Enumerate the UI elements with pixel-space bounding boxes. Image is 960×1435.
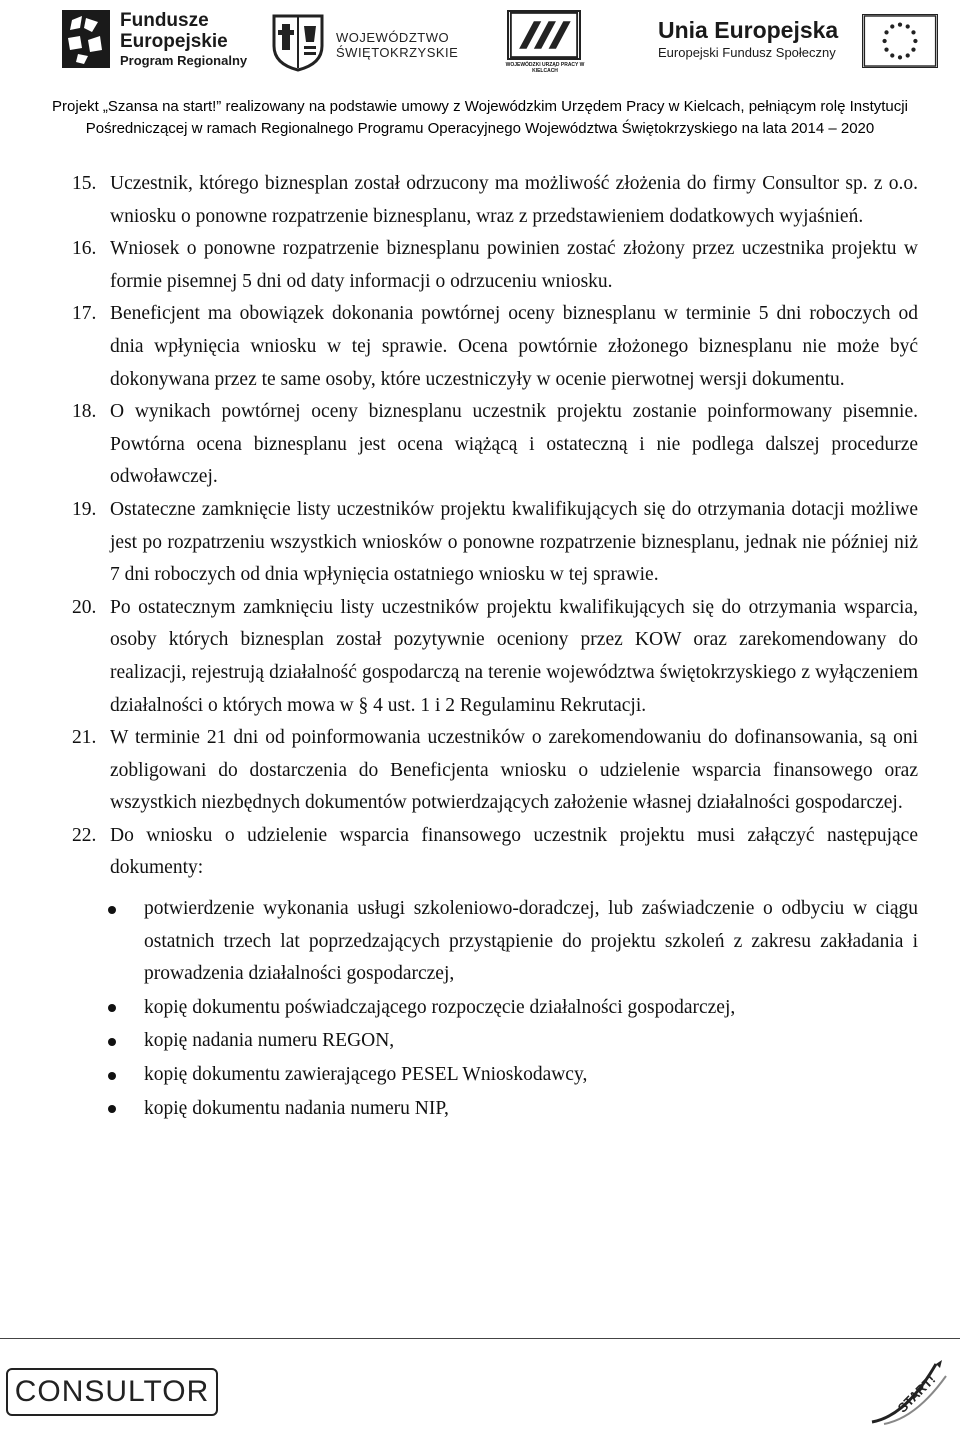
consultor-logo-text: CONSULTOR bbox=[14, 1375, 210, 1408]
bullet-item bbox=[72, 1059, 918, 1092]
item-number: 18. bbox=[72, 401, 97, 423]
start-logo-text: START! bbox=[894, 1371, 939, 1416]
list-item bbox=[72, 722, 918, 820]
bullet-icon bbox=[72, 1025, 144, 1058]
wup-mark-icon bbox=[507, 10, 581, 60]
bullet-text: potwierdzenie wykonania usługi szkoleniowo-doradczej, lub zaświadczenie o odbyciu w ciągu ostatnich trzech lat poprzedzających przystąpienie do projektu szkoleń z zakresu zakładania i prowadzenia działalności gospodarczej, bbox=[144, 898, 918, 985]
fundusze-europejskie-mark-icon bbox=[58, 6, 114, 72]
list-item bbox=[72, 298, 918, 396]
item-number: 15. bbox=[72, 173, 97, 194]
coat-of-arms-icon bbox=[270, 12, 326, 72]
item-text: Uczestnik, którego biznesplan został odrzucony ma możliwość złożenia do firmy Consultor sp. z o.o. wniosku o ponowne rozpatrzenie biznesplanu, wraz z przedstawieniem dodatkowych wyjaśnień. bbox=[110, 173, 918, 227]
item-number: 20. bbox=[72, 596, 97, 618]
list-item bbox=[72, 820, 918, 885]
eu-flag-icon bbox=[862, 14, 938, 68]
item-text: Beneficjent ma obowiązek dokonania powtórnej oceny biznesplanu w terminie 5 dni roboczych od dnia wpłynięcia wniosku w tej sprawie. Ocena powtórnie złożonego biznesplanu nie może być dokonywana przez te same osoby, które uczestniczyły w ocenie pierwotnej wersji dokumentu. bbox=[110, 303, 918, 390]
document-list bbox=[72, 893, 918, 1125]
bullet-icon bbox=[72, 1093, 144, 1126]
unia-europejska-logo bbox=[658, 14, 948, 74]
fe-line3: Program Regionalny bbox=[120, 53, 248, 68]
item-number: 21. bbox=[72, 727, 97, 749]
wojewodztwo-logo bbox=[270, 12, 460, 72]
region-line2: ŚWIĘTOKRZYSKIE bbox=[336, 45, 459, 60]
eu-line2: Europejski Fundusz Społeczny bbox=[658, 45, 836, 60]
list-item bbox=[72, 396, 918, 494]
list-item bbox=[72, 494, 918, 592]
project-info bbox=[0, 96, 960, 140]
project-info-line2: Pośredniczącej w ramach Regionalnego Programu Operacyjnego Województwa Świętokrzyskiego na lata 2014 – 2020 bbox=[85, 120, 875, 137]
regulation-content bbox=[72, 168, 918, 1126]
list-item bbox=[72, 592, 918, 722]
item-text: Wniosek o ponowne rozpatrzenie biznesplanu powinien zostać złożony przez uczestnika projektu w formie pisemnej 5 dni od daty informacji o odrzuceniu wniosku. bbox=[110, 238, 918, 292]
item-number: 16. bbox=[72, 238, 97, 260]
bullet-text: kopię nadania numeru REGON, bbox=[144, 1030, 395, 1052]
bullet-icon bbox=[72, 992, 144, 1025]
bullet-icon bbox=[72, 893, 144, 991]
item-text: Po ostatecznym zamknięciu listy uczestników projektu kwalifikujących się do otrzymania wsparcia, osoby których biznesplan został pozytywnie oceniony przez KOW oraz zarekomendowany do realizacji, rejestrują działalność gospodarczą na terenie województwa świętokrzyskiego z wyłączeniem działalności o których mowa w § 4 ust. 1 i 2 Regulaminu Rekrutacji. bbox=[110, 596, 918, 716]
item-text: W terminie 21 dni od poinformowania uczestników o zarekomendowaniu do dofinansowania, są oni zobligowani do dostarczenia do Beneficjenta wniosku o udzielenie wsparcia finansowego oraz wszystkich niezbędnych dokumentów potwierdzających założenie własnej działalności gospodarczej. bbox=[110, 727, 918, 814]
item-number: 17. bbox=[72, 303, 97, 325]
item-text: O wynikach powtórnej oceny biznesplanu uczestnik projektu zostanie poinformowany pisemnie. Powtórna ocena biznesplanu jest ocena wiążącą i ostateczną i nie podlega dalszej procedurze odwoławczej. bbox=[110, 401, 918, 488]
bullet-item bbox=[72, 1025, 918, 1058]
footer-divider bbox=[0, 1338, 960, 1339]
fundusze-europejskie-logo bbox=[58, 6, 248, 72]
bullet-icon bbox=[72, 1059, 144, 1092]
fe-line1: Fundusze bbox=[120, 10, 209, 31]
project-info-line1: Projekt „Szansa na start!” realizowany na podstawie umowy z Wojewódzkim Urzędem Pracy w Kielcach, pełniącym rolę Instytucji bbox=[52, 98, 908, 115]
bullet-item bbox=[72, 893, 918, 991]
bullet-text: kopię dokumentu nadania numeru NIP, bbox=[144, 1097, 449, 1119]
item-text: Ostateczne zamknięcie listy uczestników projektu kwalifikujących się do otrzymania dotacji możliwe jest po rozpatrzeniu wszystkich wniosków o ponowne rozpatrzenie biznesplanu, jednak nie później niż 7 dni roboczych od dnia wpłynięcia ostatniego wniosku w tej sprawie. bbox=[110, 498, 918, 586]
bullet-text: kopię dokumentu zawierającego PESEL Wnioskodawcy, bbox=[144, 1064, 588, 1086]
item-text: Do wniosku o udzielenie wsparcia finansowego uczestnik projektu musi załączyć następujące dokumenty: bbox=[110, 824, 918, 879]
fe-line2: Europejskie bbox=[120, 31, 228, 52]
list-item bbox=[72, 168, 918, 233]
item-number: 22. bbox=[72, 824, 97, 846]
header-logos bbox=[0, 0, 960, 92]
bullet-item bbox=[72, 992, 918, 1025]
eu-line1: Unia Europejska bbox=[658, 17, 839, 43]
bullet-item bbox=[72, 1093, 918, 1126]
wup-caption: WOJEWÓDZKI URZĄD PRACY W KIELCACH bbox=[505, 62, 585, 74]
item-number: 19. bbox=[72, 498, 97, 520]
wup-kielce-logo bbox=[507, 10, 587, 74]
bullet-text: kopię dokumentu poświadczającego rozpoczęcie działalności gospodarczej, bbox=[144, 996, 736, 1018]
list-item bbox=[72, 233, 918, 298]
start-logo bbox=[866, 1356, 952, 1430]
consultor-logo bbox=[6, 1368, 218, 1416]
region-line1: WOJEWÓDZTWO bbox=[336, 30, 450, 45]
